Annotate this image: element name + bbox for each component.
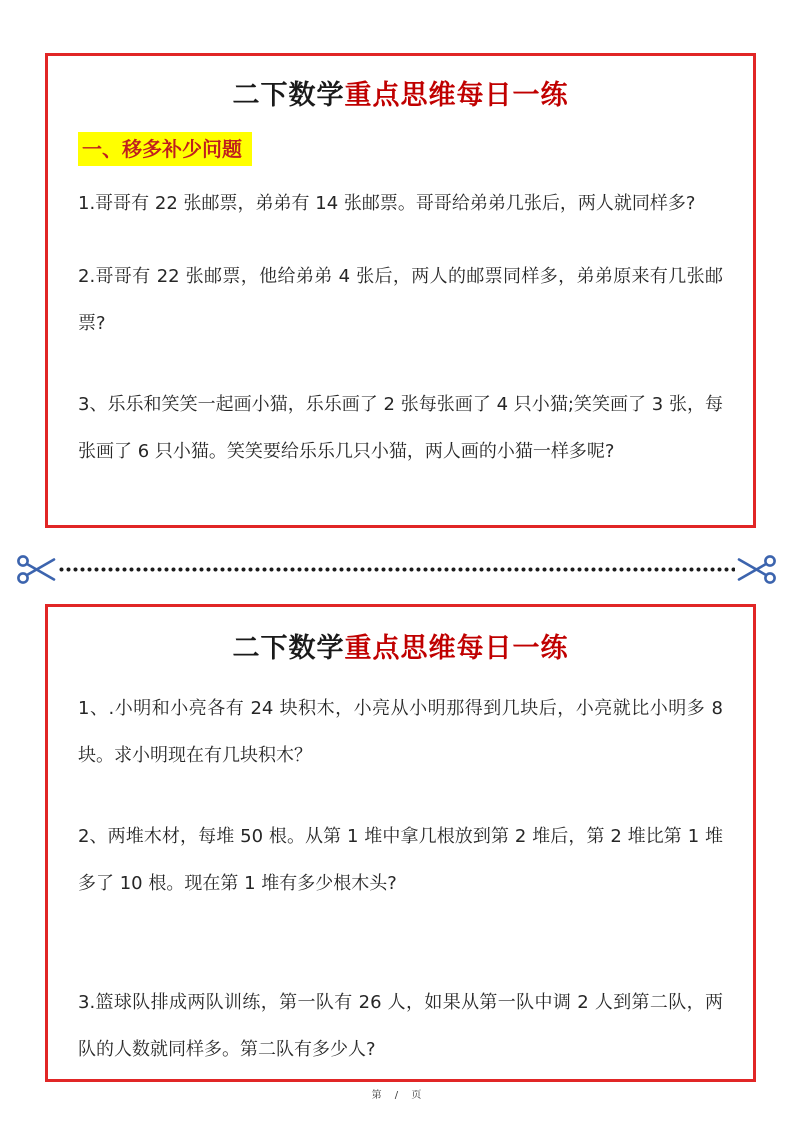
- section-heading: 一、移多补少问题: [78, 132, 252, 166]
- problem-text: 3、乐乐和笑笑一起画小猫，乐乐画了 2 张每张画了 4 只小猫;笑笑画了 3 张，每张画了 6 只小猫。笑笑要给乐乐几只小猫，两人画的小猫一样多呢?: [78, 394, 723, 462]
- problem-text: 2.哥哥有 22 张邮票，他给弟弟 4 张后，两人的邮票同样多，弟弟原来有几张邮票?: [78, 266, 723, 334]
- problem-text: 3.篮球队排成两队训练，第一队有 26 人，如果从第一队中调 2 人到第二队，两队的人数就同样多。第二队有多少人?: [78, 992, 723, 1060]
- section-heading-row: [48, 112, 753, 166]
- worksheet-title-black: 二下数学: [232, 80, 345, 111]
- cut-line-divider: [0, 548, 793, 592]
- problem-text: 1.哥哥有 22 张邮票，弟弟有 14 张邮票。哥哥给弟弟几张后，两人就同样多?: [78, 193, 696, 214]
- worksheet-card-2: [45, 604, 756, 1082]
- scissors-icon: [735, 551, 777, 588]
- worksheet-title-red: 重点思维每日一练: [344, 633, 569, 664]
- page-footer: 第 / 页: [371, 1090, 422, 1101]
- worksheet-title: [48, 607, 753, 665]
- scissors-icon: [16, 551, 58, 588]
- problem-text: 1、.小明和小亮各有 24 块积木，小亮从小明那得到几块后，小亮就比小明多 8 块。求小明现在有几块积木？: [78, 698, 723, 766]
- problem-text: 2、两堆木材，每堆 50 根。从第 1 堆中拿几根放到第 2 堆后，第 2 堆比第 1 堆多了 10 根。现在第 1 堆有多少根木头?: [78, 826, 723, 894]
- worksheet-title: [48, 56, 753, 112]
- dotted-cut-line: [58, 567, 735, 572]
- worksheet-card-1: [45, 53, 756, 528]
- worksheet-title-red: 重点思维每日一练: [344, 80, 569, 111]
- worksheet-title-black: 二下数学: [232, 633, 345, 664]
